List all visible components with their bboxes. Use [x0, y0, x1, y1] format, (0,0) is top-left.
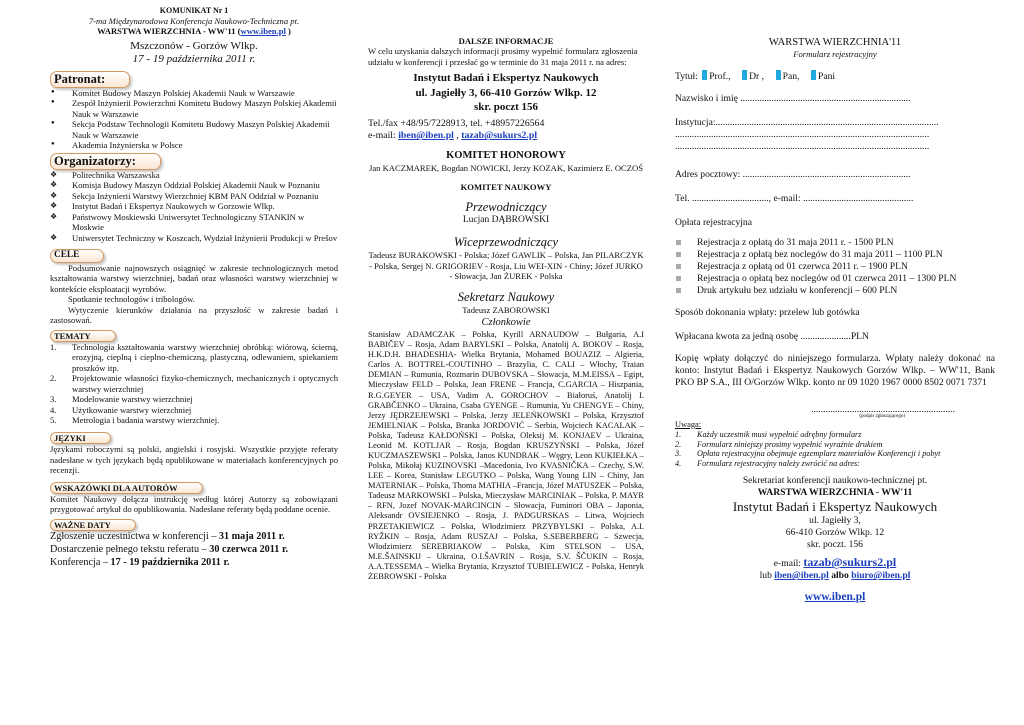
phone-line: Tel./fax +48/95/7228913, tel. +48957226564 [368, 118, 545, 130]
organizatorzy-list [50, 170, 338, 243]
column-middle [368, 0, 644, 725]
conference-subtitle: 7-ma Międzynarodowa Konferencja Naukowo-Techniczna pt. [88, 15, 300, 26]
instytucja-field-line-2[interactable]: .......................................................................................................... [675, 128, 930, 140]
organizatorzy-heading: Organizatorzy: [50, 153, 161, 170]
checkbox-dr[interactable] [742, 70, 747, 80]
alt-email-line: lub iben@iben.pl albo biuro@iben.pl [759, 570, 911, 582]
date-item: Zgłoszenie uczestnictwa w konferencji – 31 maja 2011 r. [50, 531, 285, 543]
conference-place: Mszczonów - Gorzów Wlkp. [130, 39, 258, 52]
list-item: Rejestracja z opłatą bez noclegów do 31 maja 2011 – 1100 PLN [675, 249, 995, 261]
wskazowki-text: Komitet Naukowy dołącza instrukcję według której Autorzy są zobowiązani przygotować artykuł do opublikowania. Nadesłane referaty będą poddane ocenie. [50, 493, 338, 515]
list-item: 2. Formularz niniejszy prosimy wypełnić wyraźnie drukiem [675, 439, 883, 449]
tematy-list [50, 342, 338, 426]
list-item: ❖ Komisja Budowy Maszyn Oddział Polskiej Akademii Nauk w Poznaniu [50, 180, 338, 190]
cele-paragraph-2: Spotkanie technologów i tribologów. [68, 294, 195, 305]
czlonkowie-heading: Członkowie [481, 317, 531, 329]
list-item: 3. Modelowanie warstwy wierzchniej [50, 394, 193, 405]
list-item: 4. Formularz rejestracyjny należy zwrócić na adres: [675, 459, 860, 469]
przewodniczacy-name: Lucjan DĄBROWSKI [462, 215, 550, 226]
cele-paragraph-3: Wytyczenie kierunków działania na przyszłość w zakresie badań i zastosowań. [50, 304, 338, 326]
oplata-heading: Opłata rejestracyjna [675, 216, 752, 228]
email-line: e-mail: iben@iben.pl , tazab@sukurs2.pl [368, 130, 538, 142]
instytucja-field-line-3[interactable]: .......................................................................................................... [675, 140, 930, 152]
checkbox-prof[interactable] [702, 70, 707, 80]
list-item: ❖ Uniwersytet Techniczny w Koszcach, Wydział Inżynierii Produkcji w Prešov [50, 233, 338, 243]
nazwisko-field[interactable]: Nazwisko i imię ....................................................................... [675, 92, 911, 104]
tytul-row: Tytuł: Prof., Dr , Pan, Pani [675, 70, 836, 82]
list-item: 2. Projektowanie własności fizyko-chemicznych, mechanicznych i optycznych warstwy wierzchniej [50, 373, 338, 394]
return-address: Sekretariat konferencji naukowo-technicznej pt. WARSTWA WIERZCHNIA - WW'11 Instytut Badań i Ekspertyz Naukowych ul. Jagiełły 3, 66-410 Gorzów Wlkp. 12 skr. poczt. 156 e-mail: tazab@sukurs2.pl lub iben@iben.pl albo biuro@iben.pl www.iben.pl [675, 475, 995, 605]
instytucja-field[interactable]: Instytucja:............................................................................................. [675, 116, 939, 128]
checkbox-pani[interactable] [811, 70, 816, 80]
dalsze-heading: DALSZE INFORMACJE [458, 36, 554, 46]
kopie-wplaty-text: Kopię wpłaty dołączyć do niniejszego formularza. Wpłaty należy dokonać na konto: Instytut Badań i Ekspertyz Naukowych Gorzów Wlkp. – WW'11, Bank PKO BP S.A., III O/Gorzów Wlkp. konto nr 09 1020 1967 0000 8502 0071 7371 [675, 352, 995, 388]
tematy-heading: TEMATY [50, 330, 116, 342]
date-item: Konferencja – 17 - 19 października 2011 r. [50, 556, 230, 568]
komitet-naukowy-heading: KOMITET NAUKOWY [460, 181, 552, 192]
przewodniczacy-heading: Przewodniczący [465, 199, 547, 214]
kwota-field[interactable]: Wpłacana kwota za jedną osobę .....................PLN [675, 330, 869, 342]
date-item: Dostarczenie pełnego tekstu referatu – 30 czerwca 2011 r. [50, 544, 289, 556]
list-item: 1. Technologia kształtowania warstwy wierzchniej obróbką: wiórową, ścierną, erozyjną, cieplną i cieplno-chemiczną, plastyczną, odlewaniem, spiekaniem proszków itp. [50, 341, 338, 373]
podpis-line[interactable]: ............................................................ [811, 403, 955, 415]
czlonkowie-names: Stanisław ADAMCZAK – Polska, Kyrill ARNAUDOW – Bułgaria, A.I BABIČEV – Rosja, Adam BARYLSKI – Polska, Anatolij A. BOKOV – Rosja, H.K.D.H. BHADESHIA- Wielka Brytania, Mohamed BOUAZIZ – Algieria, Carlos A. BOTTREL-COUTINHO – Brazylia, C. CALI – Włochy, Traian DEMIAN – Rumunia, Rozmarin DUBOVSKA – Słowacja, M.M.EISSA – Egipt, Mieczysław FELD – Polska, Jean FRENE – Francja, C.GARCIA – Hiszpania, R.G.GEYER – USA, Vadim A. GOROCHOV – Białoruś, Anatolij I. GRABČENKO – Ukraina, Csaba GYENGE – Rumunia, Yu CHENGYE – Chiny, Jerzy JĘDRZEJEWSKI – Polska, Jerzy JELEŃKOWSKI – Polska, Krzysztof JEMIELNIAK – Polska, Branka JORDOVIĆ – Serbia, Wojciech KACALAK – Polska, Tadeusz KAŁDOŃSKI – Polska, Oleksij M. KONJAEV – Ukraina, Leonid M. KOTLJAR – Rosja, Bogdan KRUSZYŃSKI – Polska, Józef KUCZMASZEWSKI – Polska, Janos KUNDRAK – Węgry, Leon KUKIEŁKA – Polska, Mikołaj KUZINOVSKI –Macedonia, Ivo KVASNIČKA – Czechy, S.W. LEE – Korea, Stanisław LEGUTKO – Polska, Wang Young LIN – Chiny, Jan MATERNIAK – Polska, Thoma MATHIA –Francja, Józef MATUSZEK – Polska, Tadeusz MARKOWSKI – Polska, Mieczysław MARCINIAK – Polska, P. MAYR – RFN, Jozef NOVAK-MARCINCIN – Słowacja, Fuminori OBA – Japonia, Aleksandr OVSIEJENKO – Rosja, J. PADGURSKAS – Litwa, Wojciech PRZETAKIEWICZ – Polska, Włodzimierz PRZYBYLSKI – Polska, A.I. RYŽKIN – Rosja, Adam RUSZAJ – Polska, S.SEBERBERG – Szwecja, Włodzimierz SEREBRIAKOW – Polska, Kim STELSON – USA, M.E.ŠAINSKIJ – Ukraina, O.I.ŠAVRIN – Rosja, S.V. ŠČUKIN – Rosja, A.A.TESSEMA – Wielka Brytania, Krzysztof TUBIELEWICZ - Polska, Henryk ŻEBROWSKI - Polska [368, 330, 644, 581]
column-right [675, 0, 995, 725]
adres-field[interactable]: Adres pocztowy: ...................................................................... [675, 168, 911, 180]
conference-dates: 17 - 19 października 2011 r. [132, 53, 256, 66]
podpis-label: (podpis zgłaszającego) [859, 414, 905, 420]
jezyki-text: Językami roboczymi są polski, angielski i rosyjski. Wszystkie przyjęte referaty nadesłane w tych językach będą opublikowane w materiałach konferencyjnych po recenzji. [50, 444, 338, 476]
komitet-honorowy-names: Jan KACZMAREK, Bogdan NOWICKI, Jerzy KOZAK, Kazimierz E. OCZOŚ [369, 163, 643, 174]
list-item: ❖ Państwowy Moskiewski Uniwersytet Technologiczny STANKIN w Moskwie [50, 212, 338, 233]
tel-email-field[interactable]: Tel. ................................, e-mail: .............................................. [675, 192, 914, 204]
dalsze-text: W celu uzyskania dalszych informacji prosimy wypełnić formularz zgłoszenia udziału w konferencji i przesłać go w terminie do 31 maja 2011 r. na adres: [368, 46, 638, 67]
email-line: e-mail: tazab@sukurs2.pl [773, 555, 897, 570]
list-item: 1. Każdy uczestnik musi wypełnić odrębny formularz [675, 429, 862, 439]
list-item: ❖ Sekcja Inżynierii Warstwy Wierzchniej KBM PAN Oddział w Poznaniu [50, 191, 338, 201]
wiceprzewodniczacy-heading: Wiceprzewodniczący [453, 234, 559, 249]
wiceprzewodniczacy-names: Tadeusz BURAKOWSKI - Polska; Józef GAWLIK – Polska, Jan PILARCZYK - Polska, Sergej N. GRIGORIEV - Rosja, Liu WEI-XIN - Chiny; Józef JURKO - Słowacja, Jan ŻUREK - Polska [368, 250, 644, 282]
header-block [50, 6, 338, 67]
list-item: Rejestracja z opłatą do 31 maja 2011 r. - 1500 PLN [675, 237, 995, 249]
email-link-biuro[interactable]: biuro@iben.pl [851, 570, 911, 582]
list-item: ● Zespół Inżynierii Powierzchni Komitetu Budowy Maszyn Polskiej Akademii Nauk w Warszawie [50, 98, 338, 119]
sekretarz-name: Tadeusz ZABOROWSKI [462, 304, 550, 315]
conference-link[interactable]: www.iben.pl [240, 26, 286, 37]
form-subtitle: Formularz rejestracyjny [793, 49, 877, 60]
list-item: Druk artykułu bez udziału w konferencji – 600 PLN [675, 285, 995, 297]
sekretarz-heading: Sekretarz Naukowy [457, 289, 555, 304]
email-link-tazab[interactable]: tazab@sukurs2.pl [461, 130, 538, 142]
list-item: ● Komitet Budowy Maszyn Polskiej Akademii Nauk w Warszawie [50, 88, 338, 98]
list-item: ❖ Politechnika Warszawska [50, 170, 338, 180]
uwaga-heading: Uwaga: [675, 419, 702, 429]
list-item: 5. Metrologia i badania warstwy wierzchniej. [50, 415, 220, 426]
cele-heading: CELE [50, 249, 104, 262]
conference-name: WARSTWA WIERZCHNIA - WW'11 (www.iben.pl ) [97, 26, 291, 37]
jezyki-heading: JĘZYKI [50, 432, 111, 444]
institute-address: Instytut Badań i Ekspertyz Naukowych ul. Jagiełły 3, 66-410 Gorzów Wlkp. 12 skr. poczt 156 [413, 72, 599, 114]
email-link-iben[interactable]: iben@iben.pl [398, 130, 454, 142]
email-link-iben[interactable]: iben@iben.pl [774, 570, 829, 582]
komitet-honorowy-heading: KOMITET HONOROWY [446, 150, 566, 162]
wazne-daty-list [50, 531, 338, 569]
website-link[interactable]: www.iben.pl [804, 591, 866, 604]
oplaty-list [675, 237, 995, 297]
komunikat-title: KOMUNIKAT Nr 1 [159, 6, 229, 15]
uwagi-list [675, 430, 995, 469]
patronat-list [50, 88, 338, 151]
column-left [50, 0, 338, 725]
sposob-platnosci: Sposób dokonania wpłaty: przelew lub gotówka [675, 306, 860, 318]
cele-paragraph-1: Podsumowanie najnowszych osiągnięć w zakresie technologicznych metod kształtowania warstwy wierzchniej, badań oraz własności warstwy wierzchniej w kontekście eksploatacji wyrobów. [50, 262, 338, 294]
wskazowki-heading: WSKAZÓWKI DLA AUTORÓW [50, 482, 203, 494]
list-item: 4. Użytkowanie warstwy wierzchniej [50, 404, 192, 415]
patronat-heading: Patronat: [50, 71, 130, 88]
list-item: 3. Opłata rejestracyjna obejmuje egzemplarz materiałów Konferencji i pobyt [675, 449, 941, 459]
list-item: Rejestracja o opłatą bez noclegów od 01 czerwca 2011 – 1300 PLN [675, 273, 995, 285]
wazne-daty-heading: WAŻNE DATY [50, 519, 136, 531]
email-link-tazab[interactable]: tazab@sukurs2.pl [803, 555, 897, 570]
list-item: ● Akademia Inżynierska w Polsce [50, 140, 338, 150]
form-title: WARSTWA WIERZCHNIA'11 [768, 37, 902, 48]
checkbox-pan[interactable] [776, 70, 781, 80]
list-item: Rejestracja z opłatą od 01 czerwca 2011 r. – 1900 PLN [675, 261, 995, 273]
list-item: ❖ Instytut Badań i Ekspertyz Naukowych w Gorzowie Wlkp. [50, 201, 338, 211]
list-item: ● Sekcja Podstaw Technologii Komitetu Budowy Maszyn Polskiej Akademii Nauk w Warszawie [50, 119, 338, 140]
